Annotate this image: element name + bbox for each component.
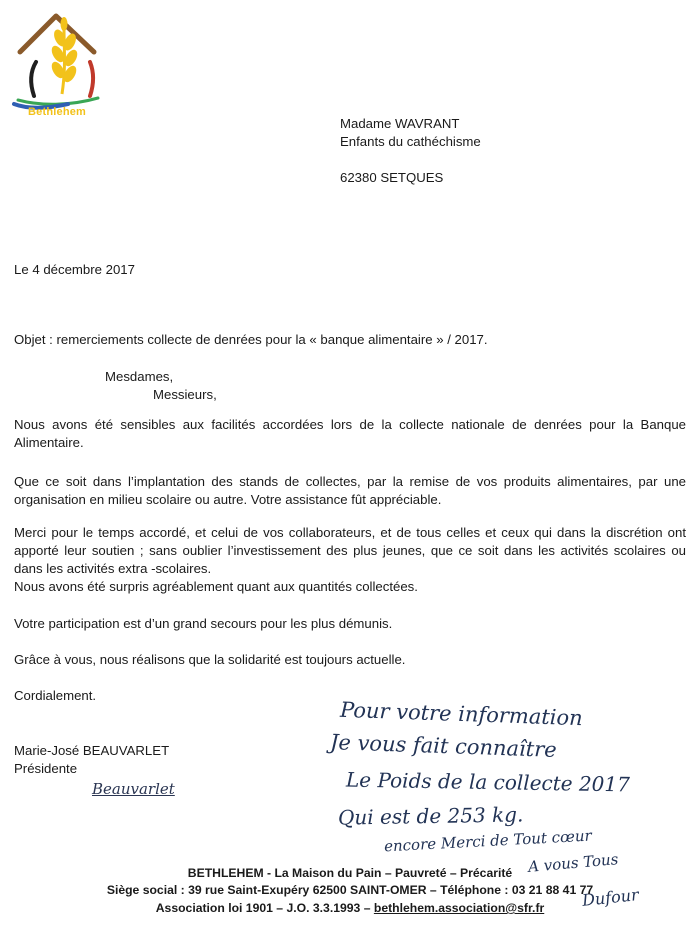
salutation-line-2: Messieurs, (153, 387, 217, 402)
signatory-name: Marie-José BEAUVARLET (14, 743, 170, 758)
body-paragraph-4: Votre participation est d’un grand secours pour les plus démunis. (14, 616, 393, 631)
president-signature: Beauvarlet (92, 780, 175, 798)
footer-line-1: BETHLEHEM - La Maison du Pain – Pauvreté – Précarité (187, 866, 513, 880)
bethlehem-logo (10, 8, 102, 120)
body-paragraph-1: Nous avons été sensibles aux facilités accordées lors de la collecte nationale de denrées pour la Banque Alimentaire. (14, 417, 686, 450)
signatory-role: Présidente (14, 761, 78, 776)
handwritten-line-3: Le Poids de la collecte 2017 (345, 767, 631, 797)
recipient-organization: Enfants du cathéchisme (340, 134, 481, 149)
body-paragraph-5: Grâce à vous, nous réalisons que la solidarité est toujours actuelle. (14, 652, 406, 667)
handwritten-line-4: Qui est de 253 kg. (337, 802, 524, 830)
letter-subject: Objet : remerciements collecte de denrées pour la « banque alimentaire » / 2017. (14, 332, 488, 347)
handwritten-signature: Dufour (581, 885, 640, 910)
footer-email-link[interactable]: bethlehem.association@sfr.fr (373, 901, 545, 915)
logo-text: Bethlehem (28, 106, 87, 118)
logo-house-icon (10, 8, 102, 120)
letter-date: Le 4 décembre 2017 (14, 262, 135, 277)
handwritten-line-2: Je vous fait connaître (329, 730, 558, 762)
body-paragraph-3b: Nous avons été surpris agréablement quant aux quantités collectées. (14, 579, 418, 594)
handwritten-line-6: A vous Tous (527, 850, 620, 876)
footer-line-3 (0, 899, 700, 917)
salutation-line-1: Mesdames, (105, 369, 174, 384)
recipient-name: Madame WAVRANT (340, 116, 460, 131)
body-paragraph-2: Que ce soit dans l’implantation des stands de collectes, par la remise de vos produits alimentaires, par une organisation en milieu scolaire ou autre. Votre assistance fût appréciable. (14, 474, 686, 507)
body-paragraph-3: Merci pour le temps accordé, et celui de vos collaborateurs, et de tous celles et ceux qui dans la discrétion ont apporté leur soutien ; sans oublier l’investissement des plus jeunes, que ce soit dans les activités scolaires ou dans les activités extra -scolaires. (14, 525, 686, 576)
footer-line-2: Siège social : 39 rue Saint-Exupéry 62500 SAINT-OMER – Téléphone : 03 21 88 41 77 (106, 883, 594, 897)
handwritten-line-1: Pour votre information (339, 697, 584, 731)
recipient-city: 62380 SETQUES (340, 170, 444, 185)
handwritten-line-5: encore Merci de Tout cœur (383, 826, 593, 856)
closing: Cordialement. (14, 688, 97, 703)
footer-association-info: Association loi 1901 – J.O. 3.3.1993 – (155, 901, 374, 915)
